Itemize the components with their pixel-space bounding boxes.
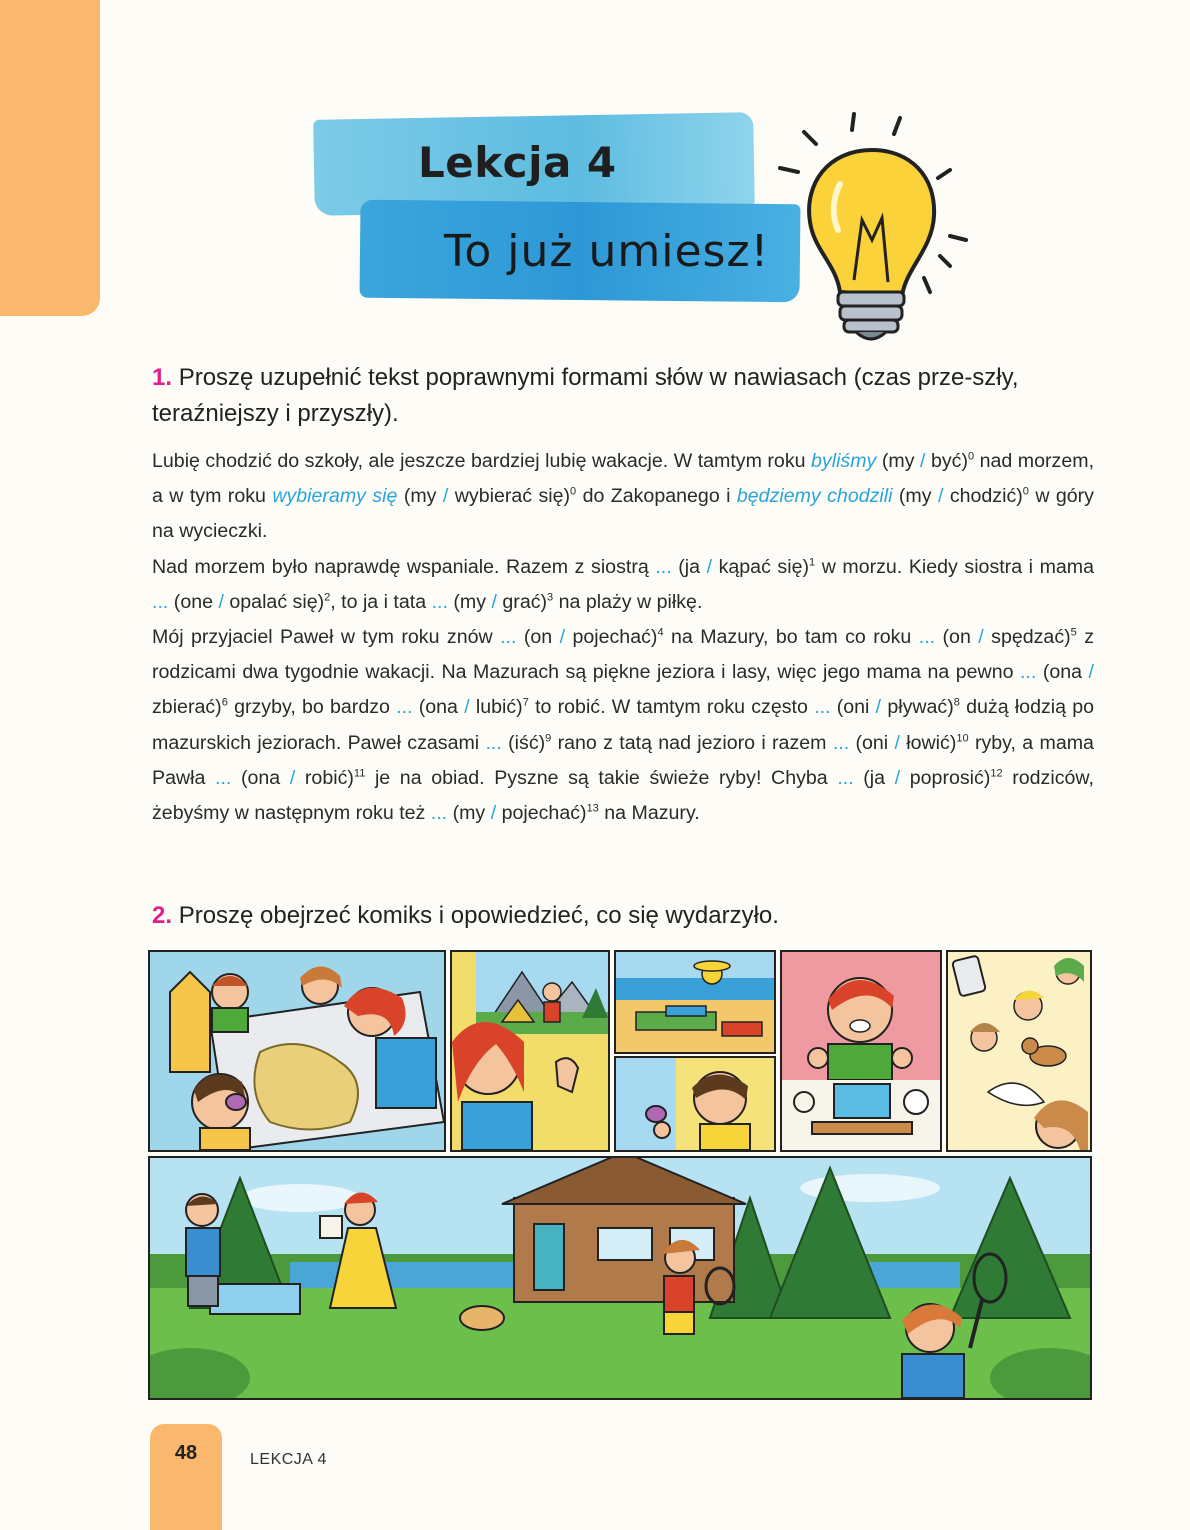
gap-index: 12 — [990, 767, 1003, 780]
exercise-text-segment: pływać) — [887, 696, 954, 719]
exercise-text-segment: na plaży w piłkę. — [558, 590, 703, 613]
footer-lesson-label: LEKCJA 4 — [250, 1451, 327, 1468]
lesson-subtitle: To już umiesz! — [444, 226, 770, 277]
gap-index: 9 — [545, 732, 552, 745]
lesson-title: Lekcja 4 — [418, 138, 617, 187]
exercise-text-segment: lubić) — [475, 696, 523, 719]
slash-separator: / — [559, 626, 566, 649]
exercise-text-segment: kąpać się) — [718, 555, 809, 578]
gap-index: 7 — [522, 696, 529, 709]
task1-instruction — [152, 360, 1052, 432]
exercise-text-segment: (on — [942, 626, 971, 649]
gap-index: 13 — [586, 802, 599, 815]
gap-placeholder: ... — [396, 696, 413, 719]
exercise-text-segment: (ona — [1042, 661, 1083, 684]
exercise-text-segment: grać) — [502, 590, 548, 613]
gap-index: 6 — [221, 696, 228, 709]
exercise-text-segment: (iść) — [508, 731, 546, 754]
exercise-text-segment: wybierać się) — [454, 485, 571, 508]
exercise-text-segment: (my — [452, 802, 486, 825]
example-answer: byliśmy — [811, 450, 877, 472]
excited-boy-illustration — [782, 952, 940, 1150]
exercise-paragraph — [152, 444, 1094, 550]
exercise-text-segment: być) — [930, 450, 968, 472]
gap-placeholder: ... — [1019, 661, 1037, 684]
exercise-text-segment: chodzić) — [949, 485, 1023, 508]
exercise-text-segment: robić) — [304, 766, 354, 789]
exercise-text-segment: Nad morzem było naprawdę wspaniale. Razem z siostrą — [152, 555, 649, 578]
exercise-text-segment: (on — [523, 626, 553, 649]
gap-index: 4 — [657, 626, 664, 639]
family-map-illustration — [150, 952, 444, 1150]
lightbulb-icon — [770, 100, 1000, 350]
exercise-text-segment: (ja — [863, 766, 886, 789]
exercise-text-segment: ryby, a mama Pawła — [152, 731, 1094, 789]
exercise-text-segment: opalać się) — [229, 590, 325, 613]
slash-separator: / — [1088, 661, 1094, 684]
gap-index: 10 — [956, 732, 969, 745]
exercise-text-segment: grzyby, bo bardzo — [234, 696, 390, 719]
exercise-text-segment: (oni — [855, 731, 889, 754]
comic-panel-beach — [614, 950, 776, 1054]
comic-panel-dog-walk — [946, 950, 1092, 1152]
exercise-text-segment: je na obiad. Pyszne są takie świeże ryby! Chyba — [374, 766, 828, 789]
exercise-text-segment: na Mazury. — [604, 802, 700, 825]
page-number: 48 — [174, 1442, 198, 1464]
exercise-text-segment: poprosić) — [909, 766, 991, 789]
slash-separator: / — [875, 696, 882, 719]
gap-placeholder: ... — [431, 590, 448, 613]
comic-panel-family-map — [148, 950, 446, 1152]
exercise-text-segment: (my — [881, 450, 915, 472]
gap-index: 8 — [953, 696, 960, 709]
exercise-paragraph — [152, 550, 1094, 620]
exercise-text-segment: z rodzicami dwa tygodnie wakacji. Na Mazurach są piękne jeziora i lasy, więc jego mama na pewno — [152, 626, 1094, 684]
exercise-text-segment: spędzać) — [991, 626, 1071, 649]
exercise-text-segment: nad morzem, a w tym roku — [152, 450, 1095, 508]
gap-placeholder: ... — [832, 731, 850, 754]
gap-index: 0 — [968, 450, 975, 463]
exercise-paragraph — [152, 620, 1094, 831]
gap-placeholder: ... — [655, 555, 672, 578]
slash-separator: / — [490, 802, 497, 825]
gap-placeholder: ... — [485, 731, 502, 754]
gap-index: 1 — [809, 556, 816, 569]
exercise-text-segment: dużą łodzią po mazurskich jeziorach. Paweł czasami — [152, 696, 1095, 754]
gap-placeholder: ... — [814, 696, 831, 719]
exercise-text-segment: to robić. W tamtym roku często — [535, 696, 808, 719]
task2-text: Proszę obejrzeć komiks i opowiedzieć, co się wydarzyło. — [178, 902, 779, 929]
comic-panel-lake-house — [148, 1156, 1092, 1400]
exercise-text-segment: do Zakopanego i — [582, 485, 731, 508]
slash-separator: / — [491, 590, 497, 613]
exercise-text-segment: Lubię chodzić do szkoły, ale jeszcze bardziej lubię wakacje. W tamtym roku — [152, 450, 806, 472]
comic-panel-mountains — [450, 950, 610, 1152]
exercise-text-segment: (ona — [240, 766, 281, 789]
exercise-text-segment: (oni — [836, 696, 870, 719]
exercise-text-segment: rano z tatą nad jezioro i razem — [557, 731, 827, 754]
beach-illustration — [616, 952, 774, 1052]
exercise-text — [152, 444, 1094, 831]
slash-separator: / — [978, 626, 984, 649]
task1-number: 1. — [152, 364, 173, 391]
gap-placeholder: ... — [500, 626, 517, 649]
exercise-text-segment: (my — [898, 485, 932, 508]
exercise-text-segment: rodziców, żebyśmy w następnym roku też — [152, 766, 1094, 825]
exercise-text-segment: pojechać) — [572, 626, 658, 649]
gap-placeholder: ... — [215, 766, 232, 789]
slash-separator: / — [218, 590, 224, 613]
gap-placeholder: ... — [837, 766, 854, 789]
gap-index: 3 — [547, 591, 554, 604]
exercise-text-segment: (ja — [678, 555, 700, 578]
exercise-text-segment: na Mazury, bo tam co roku — [670, 626, 912, 649]
slash-separator: / — [894, 766, 901, 789]
gap-placeholder: ... — [430, 802, 448, 825]
gap-index: 11 — [353, 767, 366, 780]
slash-separator: / — [289, 766, 296, 789]
boy-drinking-illustration — [616, 1058, 774, 1150]
exercise-text-segment: (one — [173, 590, 214, 613]
exercise-text-segment: (my — [453, 590, 487, 613]
exercise-text-segment: łowić) — [906, 731, 957, 754]
slash-separator: / — [894, 731, 900, 754]
exercise-text-segment: w góry na wycieczki. — [152, 485, 1094, 543]
side-tab-decoration — [0, 0, 100, 316]
lake-house-scene-illustration — [150, 1158, 1090, 1398]
exercise-text-segment: w morzu. Kiedy siostra i mama — [821, 555, 1095, 578]
lesson-header — [300, 110, 1020, 340]
comic-panel-boy-drinking — [614, 1056, 776, 1152]
exercise-text-segment: Mój przyjaciel Paweł w tym roku znów — [152, 626, 493, 649]
exercise-text-segment: (ona — [418, 696, 458, 719]
slash-separator: / — [920, 450, 926, 472]
gap-index: 5 — [1070, 626, 1077, 639]
exercise-text-segment: , to ja i tata — [330, 590, 427, 613]
comic-panel-excited-boy — [780, 950, 942, 1152]
exercise-text-segment: pojechać) — [501, 802, 587, 825]
exercise-text-segment: (my — [403, 485, 437, 508]
task2-number: 2. — [152, 902, 173, 929]
exercise-text-segment: zbierać) — [152, 696, 222, 719]
gap-placeholder: ... — [918, 626, 936, 649]
example-answer: wybieramy się — [272, 485, 398, 508]
slash-separator: / — [464, 696, 470, 719]
task1-text: Proszę uzupełnić tekst poprawnymi formami słów w nawiasach (czas prze-szły, teraźniejszy i przyszły). — [152, 364, 1019, 427]
example-answer: będziemy chodzili — [736, 485, 893, 508]
gap-index: 0 — [1022, 485, 1029, 498]
dog-walk-illustration — [948, 952, 1090, 1150]
slash-separator: / — [442, 485, 449, 508]
slash-separator: / — [937, 485, 944, 508]
task2-instruction — [152, 898, 1052, 934]
gap-placeholder: ... — [152, 590, 169, 613]
gap-index: 0 — [570, 485, 577, 498]
page-number-tab — [150, 1424, 222, 1530]
slash-separator: / — [706, 555, 713, 578]
mountains-daydream-illustration — [452, 952, 608, 1150]
comic-strip — [148, 950, 1092, 1400]
gap-index: 2 — [324, 591, 331, 604]
